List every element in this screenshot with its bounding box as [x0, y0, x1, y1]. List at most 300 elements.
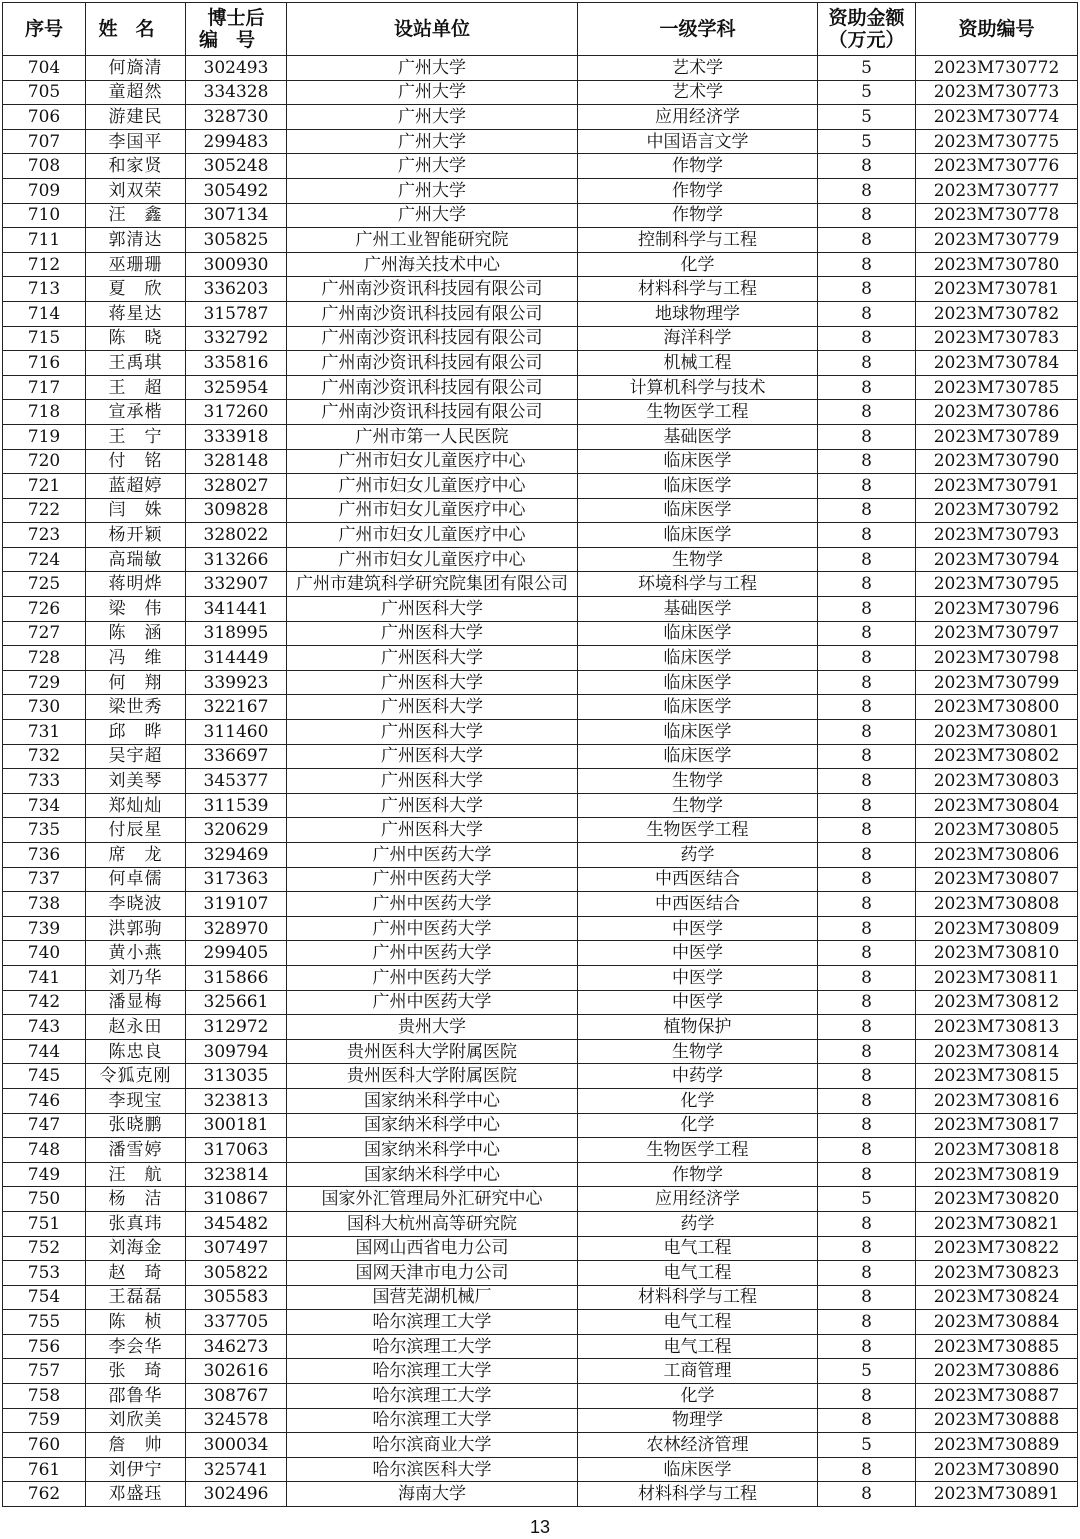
cell-amount: 8 — [818, 1261, 916, 1286]
table-row — [3, 1408, 1078, 1433]
cell-discipline: 控制科学与工程 — [578, 228, 818, 253]
cell-amount: 8 — [818, 1064, 916, 1089]
cell-discipline: 应用经济学 — [578, 1187, 818, 1212]
cell-index: 729 — [3, 670, 86, 695]
cell-index: 744 — [3, 1039, 86, 1064]
cell-name: 梁世秀 — [86, 695, 186, 720]
cell-name: 潘显梅 — [86, 990, 186, 1015]
cell-unit: 哈尔滨商业大学 — [287, 1433, 578, 1458]
cell-name: 王 宁 — [86, 424, 186, 449]
cell-grant-number: 2023M730782 — [916, 301, 1078, 326]
cell-unit: 国网山西省电力公司 — [287, 1236, 578, 1261]
cell-amount: 8 — [818, 498, 916, 523]
cell-discipline: 生物学 — [578, 769, 818, 794]
table-row — [3, 1064, 1078, 1089]
cell-name: 邵鲁华 — [86, 1384, 186, 1409]
cell-unit: 广州中医药大学 — [287, 843, 578, 868]
cell-amount: 8 — [818, 867, 916, 892]
cell-discipline: 材料科学与工程 — [578, 277, 818, 302]
cell-name: 高瑞敏 — [86, 547, 186, 572]
cell-name: 赵永田 — [86, 1015, 186, 1040]
table-row — [3, 1285, 1078, 1310]
cell-grant-number: 2023M730813 — [916, 1015, 1078, 1040]
cell-index: 721 — [3, 474, 86, 499]
table-row — [3, 523, 1078, 548]
cell-discipline: 电气工程 — [578, 1310, 818, 1335]
cell-grant-number: 2023M730793 — [916, 523, 1078, 548]
cell-grant-number: 2023M730806 — [916, 843, 1078, 868]
cell-index: 738 — [3, 892, 86, 917]
cell-unit: 广州市第一人民医院 — [287, 424, 578, 449]
cell-postdoc-number: 332907 — [186, 572, 287, 597]
cell-discipline: 农林经济管理 — [578, 1433, 818, 1458]
cell-unit: 哈尔滨理工大学 — [287, 1334, 578, 1359]
cell-amount: 8 — [818, 1384, 916, 1409]
table-row — [3, 228, 1078, 253]
cell-amount: 8 — [818, 178, 916, 203]
cell-amount: 8 — [818, 203, 916, 228]
cell-unit: 哈尔滨理工大学 — [287, 1310, 578, 1335]
table-row — [3, 1138, 1078, 1163]
table-row — [3, 1433, 1078, 1458]
cell-discipline: 临床医学 — [578, 474, 818, 499]
cell-grant-number: 2023M730778 — [916, 203, 1078, 228]
cell-index: 720 — [3, 449, 86, 474]
table-row — [3, 1310, 1078, 1335]
cell-name: 邓盛珏 — [86, 1482, 186, 1507]
cell-amount: 8 — [818, 916, 916, 941]
cell-index: 727 — [3, 621, 86, 646]
cell-grant-number: 2023M730807 — [916, 867, 1078, 892]
cell-amount: 8 — [818, 1162, 916, 1187]
cell-name: 杨开颖 — [86, 523, 186, 548]
table-row — [3, 326, 1078, 351]
cell-grant-number: 2023M730772 — [916, 56, 1078, 81]
cell-discipline: 临床医学 — [578, 621, 818, 646]
cell-name: 童超然 — [86, 80, 186, 105]
cell-name: 刘乃华 — [86, 965, 186, 990]
cell-name: 刘海金 — [86, 1236, 186, 1261]
cell-unit: 贵州大学 — [287, 1015, 578, 1040]
cell-amount: 8 — [818, 1408, 916, 1433]
cell-name: 杨 洁 — [86, 1187, 186, 1212]
header-discipline: 一级学科 — [578, 3, 818, 56]
cell-name: 何卓儒 — [86, 867, 186, 892]
cell-discipline: 计算机科学与技术 — [578, 375, 818, 400]
cell-discipline: 生物学 — [578, 793, 818, 818]
cell-index: 719 — [3, 424, 86, 449]
cell-amount: 8 — [818, 228, 916, 253]
cell-amount: 8 — [818, 572, 916, 597]
cell-discipline: 作物学 — [578, 154, 818, 179]
funding-roster-table — [2, 2, 1078, 1507]
cell-index: 737 — [3, 867, 86, 892]
cell-amount: 8 — [818, 744, 916, 769]
cell-postdoc-number: 309794 — [186, 1039, 287, 1064]
table-row — [3, 498, 1078, 523]
cell-index: 732 — [3, 744, 86, 769]
cell-discipline: 生物医学工程 — [578, 1138, 818, 1163]
cell-postdoc-number: 300930 — [186, 252, 287, 277]
cell-name: 陈 晓 — [86, 326, 186, 351]
cell-amount: 8 — [818, 621, 916, 646]
cell-grant-number: 2023M730797 — [916, 621, 1078, 646]
cell-unit: 广州大学 — [287, 105, 578, 130]
cell-amount: 8 — [818, 1334, 916, 1359]
cell-index: 740 — [3, 941, 86, 966]
table-row — [3, 720, 1078, 745]
cell-unit: 广州医科大学 — [287, 597, 578, 622]
cell-name: 汪 航 — [86, 1162, 186, 1187]
cell-amount: 8 — [818, 326, 916, 351]
cell-unit: 贵州医科大学附属医院 — [287, 1064, 578, 1089]
cell-name: 李国平 — [86, 129, 186, 154]
cell-unit: 贵州医科大学附属医院 — [287, 1039, 578, 1064]
cell-unit: 广州市妇女儿童医疗中心 — [287, 474, 578, 499]
table-header — [3, 3, 1078, 56]
cell-unit: 广州南沙资讯科技园有限公司 — [287, 277, 578, 302]
table-row — [3, 1359, 1078, 1384]
cell-grant-number: 2023M730817 — [916, 1113, 1078, 1138]
cell-index: 717 — [3, 375, 86, 400]
cell-discipline: 植物保护 — [578, 1015, 818, 1040]
cell-index: 728 — [3, 646, 86, 671]
table-row — [3, 1088, 1078, 1113]
table-row — [3, 178, 1078, 203]
cell-index: 749 — [3, 1162, 86, 1187]
cell-grant-number: 2023M730779 — [916, 228, 1078, 253]
cell-grant-number: 2023M730802 — [916, 744, 1078, 769]
cell-discipline: 基础医学 — [578, 597, 818, 622]
cell-index: 709 — [3, 178, 86, 203]
cell-amount: 5 — [818, 1433, 916, 1458]
cell-amount: 8 — [818, 1482, 916, 1507]
cell-discipline: 中药学 — [578, 1064, 818, 1089]
cell-postdoc-number: 302616 — [186, 1359, 287, 1384]
cell-postdoc-number: 299405 — [186, 941, 287, 966]
table-row — [3, 474, 1078, 499]
cell-name: 郑灿灿 — [86, 793, 186, 818]
cell-unit: 广州工业智能研究院 — [287, 228, 578, 253]
cell-index: 713 — [3, 277, 86, 302]
cell-unit: 国营芜湖机械厂 — [287, 1285, 578, 1310]
cell-grant-number: 2023M730777 — [916, 178, 1078, 203]
cell-postdoc-number: 305825 — [186, 228, 287, 253]
cell-index: 705 — [3, 80, 86, 105]
cell-amount: 8 — [818, 1285, 916, 1310]
cell-unit: 广州市妇女儿童医疗中心 — [287, 498, 578, 523]
cell-discipline: 材料科学与工程 — [578, 1285, 818, 1310]
header-name-text: 姓名 — [98, 18, 173, 40]
cell-index: 761 — [3, 1457, 86, 1482]
cell-grant-number: 2023M730823 — [916, 1261, 1078, 1286]
cell-name: 何旖清 — [86, 56, 186, 81]
cell-postdoc-number: 329469 — [186, 843, 287, 868]
cell-unit: 国家纳米科学中心 — [287, 1113, 578, 1138]
cell-index: 745 — [3, 1064, 86, 1089]
cell-index: 718 — [3, 400, 86, 425]
cell-postdoc-number: 328970 — [186, 916, 287, 941]
cell-index: 752 — [3, 1236, 86, 1261]
cell-amount: 8 — [818, 1236, 916, 1261]
cell-grant-number: 2023M730773 — [916, 80, 1078, 105]
cell-grant-number: 2023M730799 — [916, 670, 1078, 695]
cell-index: 706 — [3, 105, 86, 130]
cell-discipline: 物理学 — [578, 1408, 818, 1433]
cell-postdoc-number: 336203 — [186, 277, 287, 302]
cell-discipline: 作物学 — [578, 203, 818, 228]
cell-unit: 广州中医药大学 — [287, 867, 578, 892]
cell-discipline: 化学 — [578, 1113, 818, 1138]
table-row — [3, 1211, 1078, 1236]
table-row — [3, 1113, 1078, 1138]
cell-discipline: 生物学 — [578, 547, 818, 572]
cell-amount: 8 — [818, 941, 916, 966]
cell-grant-number: 2023M730814 — [916, 1039, 1078, 1064]
cell-grant-number: 2023M730783 — [916, 326, 1078, 351]
cell-postdoc-number: 334328 — [186, 80, 287, 105]
cell-name: 蓝超婷 — [86, 474, 186, 499]
table-row — [3, 695, 1078, 720]
table-row — [3, 941, 1078, 966]
cell-postdoc-number: 305492 — [186, 178, 287, 203]
table-row — [3, 277, 1078, 302]
cell-unit: 广州南沙资讯科技园有限公司 — [287, 351, 578, 376]
cell-unit: 哈尔滨理工大学 — [287, 1384, 578, 1409]
cell-index: 747 — [3, 1113, 86, 1138]
cell-index: 750 — [3, 1187, 86, 1212]
cell-unit: 广州医科大学 — [287, 818, 578, 843]
table-row — [3, 80, 1078, 105]
cell-grant-number: 2023M730884 — [916, 1310, 1078, 1335]
cell-name: 何 翔 — [86, 670, 186, 695]
table-row — [3, 744, 1078, 769]
cell-unit: 哈尔滨理工大学 — [287, 1408, 578, 1433]
cell-index: 748 — [3, 1138, 86, 1163]
cell-index: 751 — [3, 1211, 86, 1236]
cell-name: 和家贤 — [86, 154, 186, 179]
cell-amount: 5 — [818, 1359, 916, 1384]
cell-postdoc-number: 335816 — [186, 351, 287, 376]
cell-name: 刘欣美 — [86, 1408, 186, 1433]
cell-amount: 8 — [818, 1039, 916, 1064]
cell-grant-number: 2023M730809 — [916, 916, 1078, 941]
cell-unit: 广州医科大学 — [287, 793, 578, 818]
table-row — [3, 916, 1078, 941]
cell-amount: 8 — [818, 449, 916, 474]
header-amount-line2: （万元） — [828, 29, 905, 51]
cell-postdoc-number: 346273 — [186, 1334, 287, 1359]
cell-discipline: 作物学 — [578, 1162, 818, 1187]
header-grant-number: 资助编号 — [916, 3, 1078, 56]
cell-discipline: 机械工程 — [578, 351, 818, 376]
cell-unit: 广州大学 — [287, 80, 578, 105]
cell-name: 潘雪婷 — [86, 1138, 186, 1163]
cell-discipline: 药学 — [578, 1211, 818, 1236]
table-row — [3, 843, 1078, 868]
table-row — [3, 818, 1078, 843]
cell-unit: 广州市妇女儿童医疗中心 — [287, 523, 578, 548]
cell-unit: 广州医科大学 — [287, 744, 578, 769]
cell-postdoc-number: 300181 — [186, 1113, 287, 1138]
cell-discipline: 临床医学 — [578, 646, 818, 671]
cell-postdoc-number: 315787 — [186, 301, 287, 326]
cell-grant-number: 2023M730781 — [916, 277, 1078, 302]
cell-name: 王 超 — [86, 375, 186, 400]
cell-grant-number: 2023M730885 — [916, 1334, 1078, 1359]
cell-postdoc-number: 322167 — [186, 695, 287, 720]
cell-discipline: 临床医学 — [578, 720, 818, 745]
cell-postdoc-number: 307497 — [186, 1236, 287, 1261]
table-row — [3, 670, 1078, 695]
cell-grant-number: 2023M730818 — [916, 1138, 1078, 1163]
cell-name: 张真玮 — [86, 1211, 186, 1236]
table-row — [3, 1236, 1078, 1261]
cell-amount: 8 — [818, 1310, 916, 1335]
header-amount — [818, 3, 916, 56]
cell-grant-number: 2023M730886 — [916, 1359, 1078, 1384]
cell-name: 蒋明烨 — [86, 572, 186, 597]
cell-grant-number: 2023M730890 — [916, 1457, 1078, 1482]
cell-index: 733 — [3, 769, 86, 794]
cell-name: 刘双荣 — [86, 178, 186, 203]
cell-unit: 国家纳米科学中心 — [287, 1088, 578, 1113]
cell-postdoc-number: 323813 — [186, 1088, 287, 1113]
cell-postdoc-number: 311539 — [186, 793, 287, 818]
cell-amount: 8 — [818, 277, 916, 302]
cell-unit: 广州医科大学 — [287, 621, 578, 646]
cell-grant-number: 2023M730786 — [916, 400, 1078, 425]
table-row — [3, 621, 1078, 646]
cell-amount: 8 — [818, 547, 916, 572]
table-row — [3, 56, 1078, 81]
header-postdoc-number-line1: 博士后 — [207, 7, 265, 29]
table-row — [3, 892, 1078, 917]
cell-discipline: 临床医学 — [578, 670, 818, 695]
cell-unit: 国科大杭州高等研究院 — [287, 1211, 578, 1236]
cell-postdoc-number: 302496 — [186, 1482, 287, 1507]
header-name — [86, 3, 186, 56]
cell-name: 陈忠良 — [86, 1039, 186, 1064]
cell-grant-number: 2023M730822 — [916, 1236, 1078, 1261]
cell-unit: 广州南沙资讯科技园有限公司 — [287, 375, 578, 400]
table-row — [3, 424, 1078, 449]
cell-unit: 广州中医药大学 — [287, 941, 578, 966]
cell-postdoc-number: 314449 — [186, 646, 287, 671]
cell-index: 730 — [3, 695, 86, 720]
cell-grant-number: 2023M730784 — [916, 351, 1078, 376]
cell-index: 756 — [3, 1334, 86, 1359]
cell-postdoc-number: 345377 — [186, 769, 287, 794]
cell-grant-number: 2023M730812 — [916, 990, 1078, 1015]
header-postdoc-number — [186, 3, 287, 56]
cell-postdoc-number: 307134 — [186, 203, 287, 228]
cell-name: 黄小燕 — [86, 941, 186, 966]
cell-grant-number: 2023M730785 — [916, 375, 1078, 400]
cell-index: 725 — [3, 572, 86, 597]
cell-unit: 广州市建筑科学研究院集团有限公司 — [287, 572, 578, 597]
cell-index: 757 — [3, 1359, 86, 1384]
cell-unit: 国家外汇管理局外汇研究中心 — [287, 1187, 578, 1212]
cell-name: 陈 涵 — [86, 621, 186, 646]
cell-amount: 8 — [818, 424, 916, 449]
cell-amount: 8 — [818, 597, 916, 622]
cell-index: 739 — [3, 916, 86, 941]
cell-postdoc-number: 320629 — [186, 818, 287, 843]
cell-postdoc-number: 324578 — [186, 1408, 287, 1433]
cell-postdoc-number: 345482 — [186, 1211, 287, 1236]
cell-amount: 8 — [818, 646, 916, 671]
cell-unit: 广州南沙资讯科技园有限公司 — [287, 400, 578, 425]
cell-postdoc-number: 325954 — [186, 375, 287, 400]
cell-discipline: 中医学 — [578, 916, 818, 941]
cell-postdoc-number: 318995 — [186, 621, 287, 646]
cell-unit: 哈尔滨理工大学 — [287, 1359, 578, 1384]
table-row — [3, 646, 1078, 671]
cell-grant-number: 2023M730789 — [916, 424, 1078, 449]
cell-index: 735 — [3, 818, 86, 843]
cell-postdoc-number: 325741 — [186, 1457, 287, 1482]
cell-amount: 8 — [818, 154, 916, 179]
cell-amount: 8 — [818, 793, 916, 818]
cell-amount: 8 — [818, 843, 916, 868]
cell-name: 张晓鹏 — [86, 1113, 186, 1138]
cell-grant-number: 2023M730796 — [916, 597, 1078, 622]
cell-name: 刘伊宁 — [86, 1457, 186, 1482]
cell-unit: 广州中医药大学 — [287, 892, 578, 917]
cell-discipline: 作物学 — [578, 178, 818, 203]
cell-name: 陈 桢 — [86, 1310, 186, 1335]
cell-discipline: 电气工程 — [578, 1236, 818, 1261]
cell-name: 席 龙 — [86, 843, 186, 868]
cell-grant-number: 2023M730810 — [916, 941, 1078, 966]
cell-name: 夏 欣 — [86, 277, 186, 302]
cell-grant-number: 2023M730805 — [916, 818, 1078, 843]
table-row — [3, 867, 1078, 892]
header-index: 序号 — [3, 3, 86, 56]
cell-name: 王磊磊 — [86, 1285, 186, 1310]
cell-discipline: 中西医结合 — [578, 867, 818, 892]
cell-discipline: 艺术学 — [578, 80, 818, 105]
cell-postdoc-number: 305248 — [186, 154, 287, 179]
cell-unit: 广州大学 — [287, 203, 578, 228]
cell-index: 731 — [3, 720, 86, 745]
cell-index: 712 — [3, 252, 86, 277]
cell-discipline: 地球物理学 — [578, 301, 818, 326]
cell-postdoc-number: 336697 — [186, 744, 287, 769]
cell-postdoc-number: 309828 — [186, 498, 287, 523]
cell-index: 746 — [3, 1088, 86, 1113]
cell-amount: 5 — [818, 56, 916, 81]
cell-name: 游建民 — [86, 105, 186, 130]
cell-discipline: 海洋科学 — [578, 326, 818, 351]
cell-postdoc-number: 305583 — [186, 1285, 287, 1310]
cell-discipline: 药学 — [578, 843, 818, 868]
cell-unit: 广州医科大学 — [287, 720, 578, 745]
cell-name: 吴宇超 — [86, 744, 186, 769]
cell-name: 闫 姝 — [86, 498, 186, 523]
cell-amount: 8 — [818, 695, 916, 720]
table-row — [3, 990, 1078, 1015]
cell-unit: 广州中医药大学 — [287, 990, 578, 1015]
cell-grant-number: 2023M730792 — [916, 498, 1078, 523]
cell-amount: 8 — [818, 400, 916, 425]
cell-discipline: 临床医学 — [578, 498, 818, 523]
cell-discipline: 中医学 — [578, 941, 818, 966]
cell-name: 郭清达 — [86, 228, 186, 253]
cell-index: 736 — [3, 843, 86, 868]
cell-discipline: 电气工程 — [578, 1334, 818, 1359]
